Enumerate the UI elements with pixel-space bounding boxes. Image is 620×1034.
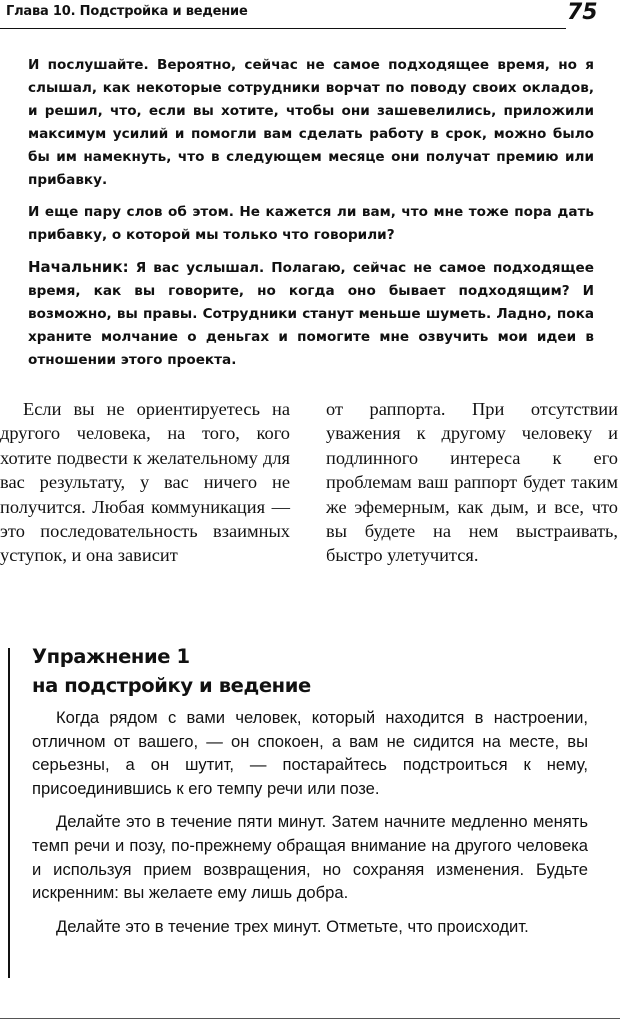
exercise-title-line-1: Упражнение 1 xyxy=(32,645,190,668)
exercise-body xyxy=(32,706,588,948)
running-header xyxy=(0,0,620,34)
body-column-right: от раппорта. При отсутствии уважения к другому человеку и подлинного интереса к его проблемам ваш раппорт будет таким же эфемерным, как дым, и все, что вы будете на нем выстраивать, быстро улетучится. xyxy=(326,399,618,566)
dialogue-paragraph-1: И послушайте. Вероятно, сейчас не самое подходящее время, но я слышал, как некоторые сотрудники ворчат по поводу своих окладов, и решил, что, если вы хотите, чтобы они зашевелились, приложили максимум усилий и помогли вам сделать работу в срок, можно было бы им намекнуть, что в следующем месяце они получат премию или прибавку. xyxy=(28,57,594,188)
exercise-title-line-2: на подстройку и ведение xyxy=(32,674,311,697)
body-columns xyxy=(0,397,620,587)
dialogue-paragraph-3 xyxy=(28,256,594,372)
page-number: 75 xyxy=(567,0,598,25)
exercise-paragraph-2: Делайте это в течение пяти минут. Затем начните медленно менять темп речи и позу, по-прежнему обращая внимание на другого человека и используя прием возвращения, но сохраняя изменения. Будьте искренним: вы желаете ему лишь добра. xyxy=(32,812,588,903)
speaker-text: Я вас услышал. Полагаю, сейчас не самое подходящее время, как вы говорите, но когда оно бывает подходящим? И возможно, вы правы. Сотрудники станут меньше шуметь. Ладно, пока храните молчание о деньгах и помогите мне озвучить мои идеи в отношении этого проекта. xyxy=(28,260,594,368)
dialogue-block xyxy=(28,54,594,381)
exercise-paragraph-1: Когда рядом с вами человек, который находится в настроении, отличном от вашего, — он спокоен, а вам не сидится на месте, вы серьезны, а он шутит, — постарайтесь подстроиться к нему, присоединившись к его темпу речи или позе. xyxy=(32,708,588,798)
header-rule xyxy=(0,28,566,29)
speaker-label: Начальник: xyxy=(28,258,129,276)
chapter-title: Глава 10. Подстройка и ведение xyxy=(6,4,248,19)
exercise-box xyxy=(0,640,620,980)
exercise-paragraph-3: Делайте это в течение трех минут. Отметьте, что происходит. xyxy=(56,916,529,936)
footer-rule xyxy=(0,1018,620,1019)
exercise-side-bar xyxy=(8,648,10,978)
dialogue-paragraph-2: И еще пару слов об этом. Не кажется ли вам, что мне тоже пора дать прибавку, о которой мы только что говорили? xyxy=(28,204,594,243)
body-column-left: Если вы не ориентируетесь на другого человека, на того, кого хотите подвести к желательному для вас результату, у вас ничего не получится. Любая коммуникация — это последовательность взаимных уступок, и она зависит xyxy=(0,399,290,566)
exercise-title xyxy=(32,642,311,700)
